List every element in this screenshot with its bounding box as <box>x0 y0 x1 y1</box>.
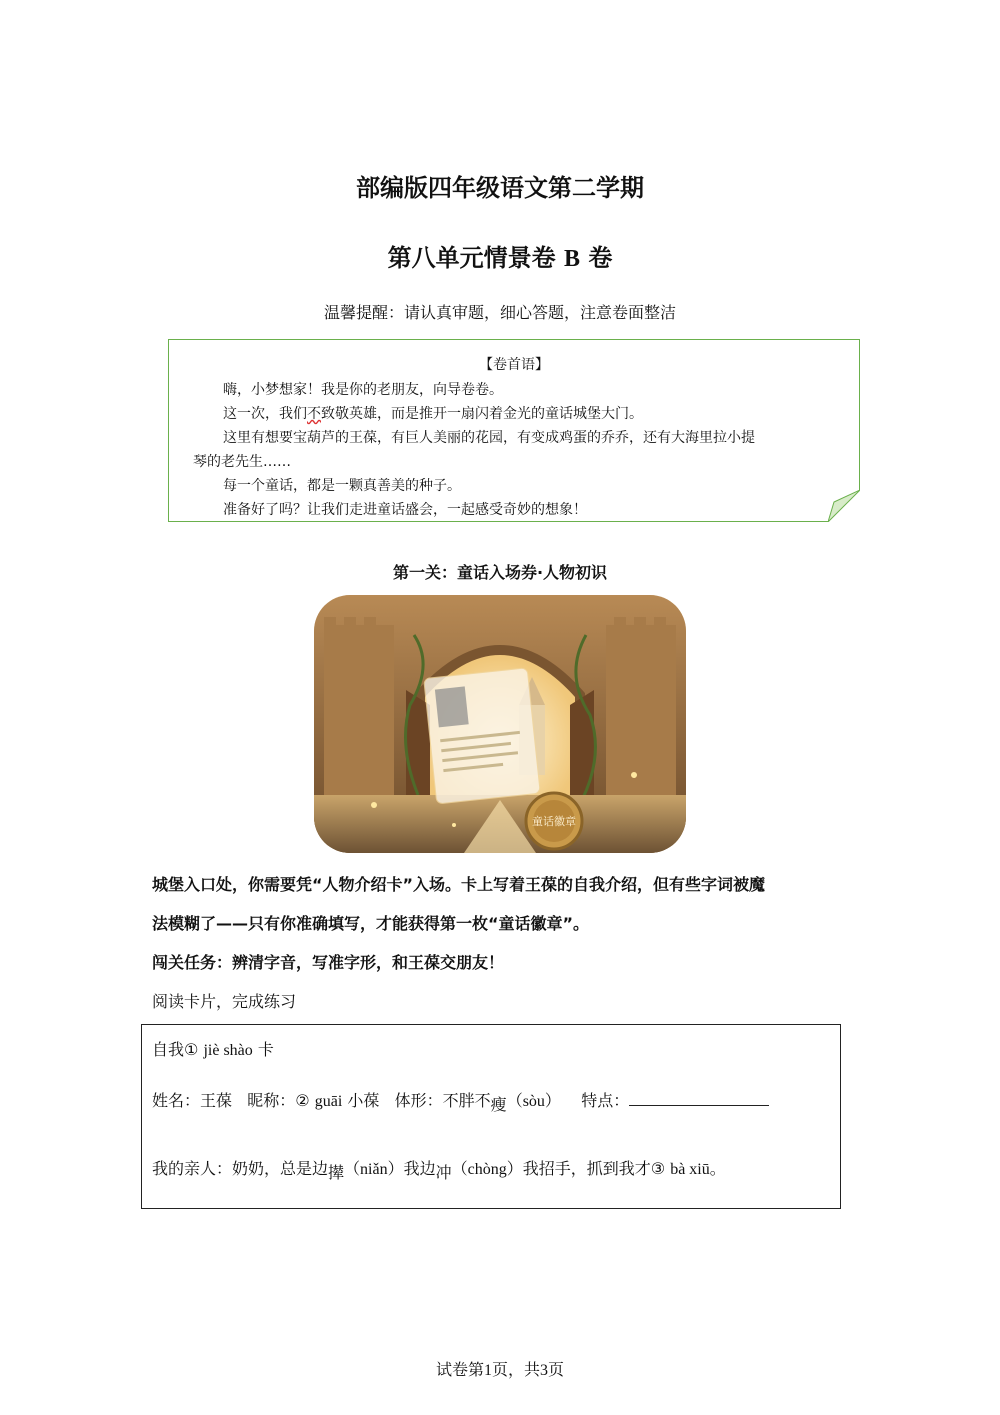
badge-label: 童话徽章 <box>532 815 576 828</box>
body-label: 体形：不胖不 <box>394 1091 491 1110</box>
preface-line: 准备好了吗？让我们走进童话盛会，一起感受奇妙的想象！ <box>223 502 587 518</box>
page-total: 3 <box>540 1362 548 1379</box>
footer-text: 页 <box>548 1360 565 1379</box>
preface-line: 每一个童话，都是一颗真善美的种子。 <box>223 478 461 494</box>
preface-note <box>168 339 860 522</box>
card-text: 小葆 <box>347 1091 380 1110</box>
intro-card <box>141 1024 841 1209</box>
card-text: 自我① <box>152 1040 199 1059</box>
task-line: 闯关任务：辨清字音，写准字形，和王葆交朋友！ <box>152 953 505 972</box>
preface-line: 这里有想要宝葫芦的王葆，有巨人美丽的花园，有变成鸡蛋的乔乔，还有大海里拉小提 <box>223 430 755 446</box>
footer-text: 页，共 <box>491 1360 540 1379</box>
pinyin-text: guāi <box>314 1093 343 1110</box>
pinyin-text: （sòu） <box>506 1093 561 1110</box>
footer-text: 试卷第 <box>435 1360 484 1379</box>
card-title <box>152 1037 274 1060</box>
preface-text: 致敬英雄，而是推开一扇闪着金光的童话城堡大门。 <box>321 406 643 422</box>
card-relatives-line <box>152 1156 726 1182</box>
target-char: 冲 <box>435 1163 452 1182</box>
pinyin-text: jiè shào <box>203 1042 253 1059</box>
castle-gate-illustration <box>314 595 686 853</box>
card-text: 我的亲人：奶奶，总是边 <box>152 1159 329 1178</box>
name-field: 姓名：王葆 <box>152 1091 233 1110</box>
preface-line: 琴的老先生…… <box>193 454 291 470</box>
card-text: 卡 <box>257 1040 274 1059</box>
preface-line <box>193 402 829 426</box>
preface-heading: 【卷首语】 <box>479 357 549 373</box>
pinyin-text: （niǎn） <box>344 1161 404 1178</box>
feature-answer-blank[interactable] <box>629 1091 769 1106</box>
target-char: 瘦 <box>490 1095 507 1114</box>
exam-subtitle <box>0 238 1000 273</box>
preface-line: 嗨，小梦想家！我是你的老朋友，向导卷卷。 <box>223 382 503 398</box>
subtitle-letter: B <box>563 246 580 272</box>
card-info-line <box>152 1088 769 1114</box>
subtitle-suffix: 卷 <box>588 244 613 272</box>
spellcheck-mark: 不 <box>307 406 321 422</box>
page-footer <box>0 1357 1000 1380</box>
stage-title: 第一关：童话入场券·人物初识 <box>392 563 608 582</box>
reminder-text: 温馨提醒：请认真审题，细心答题，注意卷面整洁 <box>323 303 676 322</box>
page-curl-icon <box>828 490 860 522</box>
target-char: 撵 <box>328 1163 345 1182</box>
card-text: 。 <box>709 1159 726 1178</box>
card-text: 我招手，抓到我才③ <box>522 1159 666 1178</box>
intro-line: 城堡入口处，你需要凭“人物介绍卡”入场。卡上写着王葆的自我介绍，但有些字词被魔 <box>152 875 766 894</box>
intro-line: 法模糊了——只有你准确填写，才能获得第一枚“童话徽章”。 <box>152 914 590 933</box>
pinyin-text: （chòng） <box>451 1161 523 1178</box>
subtitle-text: 第八单元情景卷 <box>387 244 556 272</box>
page-number: 1 <box>483 1362 492 1379</box>
pinyin-text: bà xiū <box>670 1161 710 1178</box>
instruction-line: 阅读卡片，完成练习 <box>152 992 297 1011</box>
exam-title: 部编版四年级语文第二学期 <box>356 174 644 202</box>
card-text: 我边 <box>403 1159 436 1178</box>
nickname-label: 昵称：② <box>247 1091 310 1110</box>
preface-text: 这一次，我们 <box>223 406 307 422</box>
feature-label: 特点： <box>581 1091 630 1110</box>
